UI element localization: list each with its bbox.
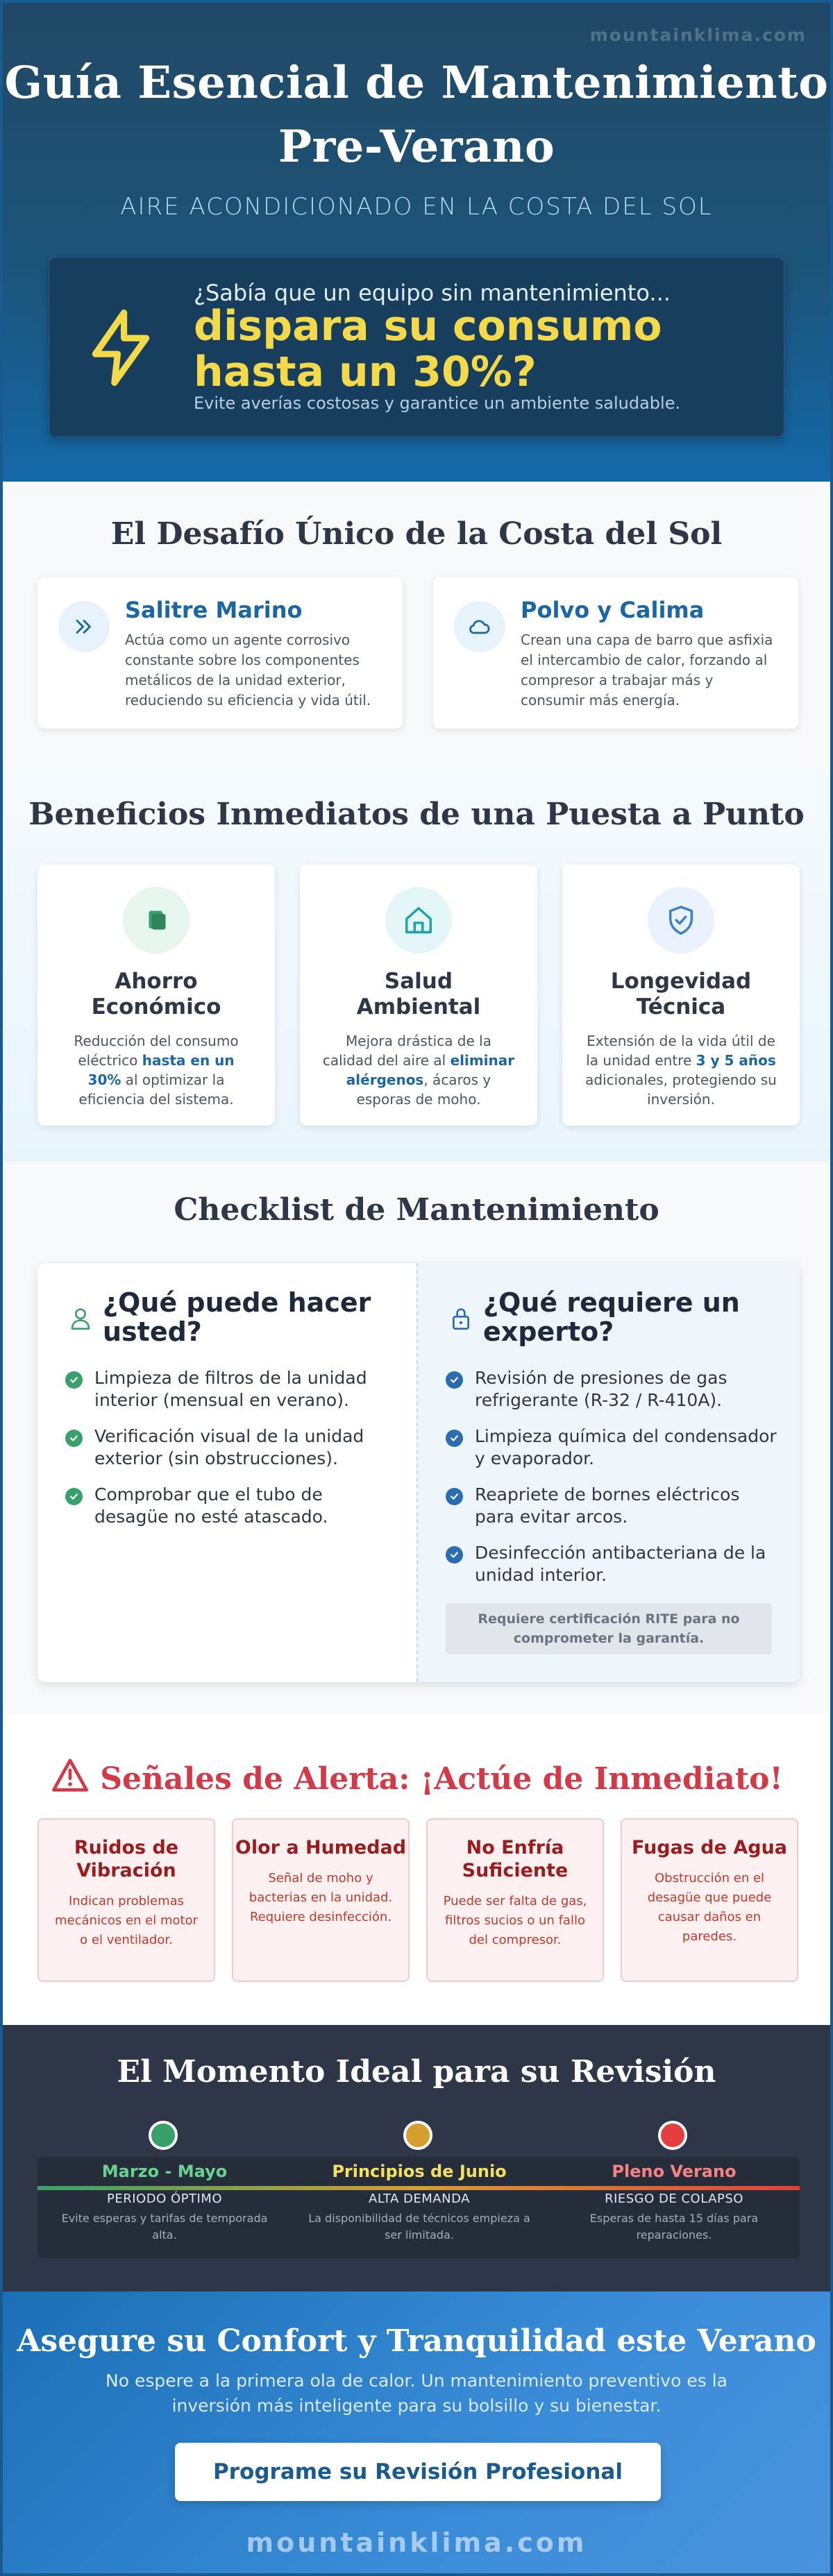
timeline-phase-colapso	[547, 2157, 801, 2244]
challenge-card-text: Crean una capa de barro que asfixia el intercambio de calor, forzando al compresor a trabajar más y consumir más energía.	[521, 632, 773, 709]
list-item	[446, 1367, 779, 1412]
check-icon	[446, 1546, 463, 1564]
title-line-2: Pre-Verano	[278, 121, 555, 173]
alert-card-text: Señal de moho y bacterias en la unidad. Requiere desinfección.	[249, 1871, 393, 1924]
timeline-dot-optimo	[149, 2121, 178, 2150]
cta-text: No espere a la primera ola de calor. Un mantenimiento preventivo es la inversión más inteligente para su bolsillo y su bienestar.	[106, 2371, 727, 2416]
benefit-title-line-2: Económico	[91, 994, 221, 1019]
checklist-panel	[37, 1263, 800, 1682]
checklist-user-title: ¿Qué puede hacer usted?	[103, 1287, 371, 1347]
check-icon	[65, 1430, 83, 1447]
phase-period: Marzo - Mayo	[101, 2162, 228, 2181]
timeline-dot-demanda	[403, 2121, 432, 2150]
hero-section	[3, 3, 830, 482]
benefit-title-line-2: Técnica	[636, 994, 726, 1019]
checklist-expert-list	[446, 1367, 779, 1600]
timeline-title: El Momento Ideal para su Revisión	[117, 2054, 716, 2090]
stat-callout	[49, 257, 784, 437]
phase-label: ALTA DEMANDA	[369, 2192, 470, 2206]
stat-highlight-line-1: dispara su consumo	[194, 302, 662, 350]
checklist-section	[3, 1162, 830, 1714]
challenge-card-salitre	[37, 577, 403, 729]
phase-label: PERIODO ÓPTIMO	[107, 2192, 222, 2206]
benefit-card-salud	[300, 865, 537, 1126]
benefit-text-highlight: eliminar alérgenos	[346, 1052, 515, 1088]
list-item-text: Desinfección antibacteriana de la unidad interior.	[475, 1543, 766, 1585]
benefits-section	[3, 766, 830, 1162]
list-item	[446, 1484, 779, 1528]
checklist-title: Checklist de Mantenimiento	[174, 1192, 659, 1228]
alert-card-title: Olor a Humedad	[235, 1837, 407, 1858]
alert-card-text: Puede ser falta de gas, filtros sucios o un fallo del compresor.	[443, 1894, 587, 1947]
alert-card-text: Obstrucción en el desagüe que puede causar daños en paredes.	[647, 1871, 772, 1944]
benefit-card-ahorro	[37, 865, 275, 1126]
benefit-text-highlight: hasta en un 30%	[87, 1052, 235, 1088]
benefit-title	[300, 969, 537, 1020]
benefit-text-pre: Reducción del consumo eléctrico	[74, 1033, 239, 1069]
checklist-expert-column	[416, 1263, 800, 1682]
alert-card-text: Indican problemas mecánicos en el motor o el ventilador.	[55, 1894, 198, 1947]
checklist-user-list	[65, 1367, 398, 1542]
check-icon	[446, 1371, 463, 1389]
user-icon	[69, 1305, 92, 1332]
phase-description: La disponibilidad de técnicos empieza a ser limitada.	[308, 2212, 530, 2242]
phase-description: Evite esperas y tarifas de temporada alta.	[61, 2212, 268, 2242]
brand-watermark: mountainklima.com	[589, 25, 807, 45]
page-subtitle: AIRE ACONDICIONADO EN LA COSTA DEL SOL	[120, 193, 713, 221]
benefit-text	[59, 1031, 253, 1109]
benefit-title-line-1: Salud	[384, 969, 453, 994]
alerts-title-text: Señales de Alerta: ¡Actúe de Inmediato!	[100, 1761, 783, 1797]
timeline-phase-optimo	[37, 2157, 292, 2244]
list-item-text: Revisión de presiones de gas refrigerante (R-32 / R-410A).	[475, 1368, 727, 1410]
benefit-title	[37, 969, 275, 1020]
list-item-text: Limpieza de filtros de la unidad interior (mensual en verano).	[94, 1368, 367, 1410]
benefit-title	[562, 969, 800, 1020]
benefit-card-longevidad	[562, 865, 800, 1126]
alert-card-title: Ruidos de Vibración	[74, 1837, 179, 1881]
alerts-title	[3, 1757, 830, 1797]
challenge-title: El Desafío Único de la Costa del Sol	[110, 516, 723, 552]
stat-note: Evite averías costosas y garantice un ambiente saludable.	[194, 393, 681, 413]
list-item	[446, 1542, 779, 1586]
timeline-dot-colapso	[658, 2121, 687, 2150]
alerts-section	[3, 1714, 830, 2025]
checklist-user-column	[37, 1263, 416, 1682]
list-item	[65, 1484, 398, 1528]
schedule-review-button[interactable]: Programe su Revisión Profesional	[175, 2443, 661, 2501]
stat-question: ¿Sabía que un equipo sin mantenimiento...	[194, 280, 671, 306]
timeline-phase-demanda	[292, 2157, 546, 2244]
title-line-1: Guía Esencial de Mantenimiento	[4, 57, 829, 109]
home-icon	[385, 887, 452, 954]
list-item-text: Limpieza química del condensador y evaporador.	[475, 1426, 777, 1468]
benefit-text	[321, 1031, 516, 1109]
certification-note: Requiere certificación RITE para no comprometer la garantía.	[446, 1603, 772, 1654]
money-icon	[123, 887, 190, 954]
cloud-icon	[454, 601, 505, 652]
check-icon	[446, 1488, 463, 1505]
challenge-card-polvo	[433, 577, 798, 729]
alert-card-humedad	[232, 1818, 410, 1982]
challenge-card-title: Polvo y Calima	[521, 597, 705, 623]
phase-label: RIESGO DE COLAPSO	[605, 2192, 743, 2206]
phase-period: Pleno Verano	[612, 2162, 737, 2181]
alert-card-fugas	[621, 1818, 798, 1982]
lightning-bolt-icon	[83, 306, 159, 389]
alert-card-title: Fugas de Agua	[631, 1837, 788, 1858]
phase-description: Esperas de hasta 15 días para reparaciones.	[589, 2212, 759, 2242]
shield-check-icon	[648, 887, 714, 954]
double-chevron-right-icon	[58, 601, 110, 652]
alert-card-no-enfria	[426, 1818, 604, 1982]
benefit-text-highlight: 3 y 5 años	[696, 1052, 776, 1069]
challenge-card-title: Salitre Marino	[125, 597, 303, 623]
list-item-text: Comprobar que el tubo de desagüe no esté atascado.	[94, 1484, 328, 1527]
check-icon	[65, 1488, 83, 1505]
alert-card-vibracion	[37, 1818, 215, 1982]
lock-icon	[450, 1305, 472, 1332]
stat-highlight-line-2: hasta un 30%?	[194, 348, 537, 396]
cta-title: Asegure su Confort y Tranquilidad este Verano	[17, 2323, 816, 2359]
benefit-text-post: , ácaros y esporas de moho.	[356, 1071, 491, 1108]
alert-card-title: No Enfría Suficiente	[462, 1837, 569, 1881]
list-item	[65, 1425, 398, 1470]
list-item	[65, 1367, 398, 1412]
benefit-text-pre: Extensión de la vida útil de la unidad entre	[586, 1033, 775, 1069]
benefit-title-line-1: Ahorro	[115, 969, 198, 994]
benefit-title-line-2: Ambiental	[356, 994, 481, 1019]
timeline-section	[3, 2025, 830, 2291]
benefit-text-pre: Mejora drástica de la calidad del aire al	[322, 1033, 491, 1069]
challenge-card-text: Actúa como un agente corrosivo constante sobre los componentes metálicos de la unidad exterior, reduciendo su eficiencia y vida útil.	[125, 632, 371, 709]
check-icon	[65, 1371, 83, 1389]
benefit-title-line-1: Longevidad	[610, 969, 752, 994]
benefit-text-post: al optimizar la eficiencia del sistema.	[78, 1071, 234, 1108]
warning-triangle-icon	[50, 1757, 90, 1793]
phase-period: Principios de Junio	[332, 2162, 507, 2181]
list-item-text: Verificación visual de la unidad exterior (sin obstrucciones).	[94, 1426, 364, 1468]
stat-highlight	[194, 303, 662, 395]
list-item-text: Reapriete de bornes eléctricos para evitar arcos.	[475, 1484, 740, 1527]
benefit-text	[584, 1031, 778, 1109]
checklist-expert-title: ¿Qué requiere un experto?	[483, 1287, 740, 1347]
benefit-text-post: adicionales, protegiendo su inversión.	[585, 1071, 777, 1108]
footer-brand: mountainklima.com	[246, 2527, 587, 2558]
cta-section	[3, 2291, 830, 2576]
check-icon	[446, 1430, 463, 1447]
benefits-title: Beneficios Inmediatos de una Puesta a Punto	[28, 797, 805, 832]
list-item	[446, 1425, 779, 1470]
challenge-section	[3, 482, 830, 766]
